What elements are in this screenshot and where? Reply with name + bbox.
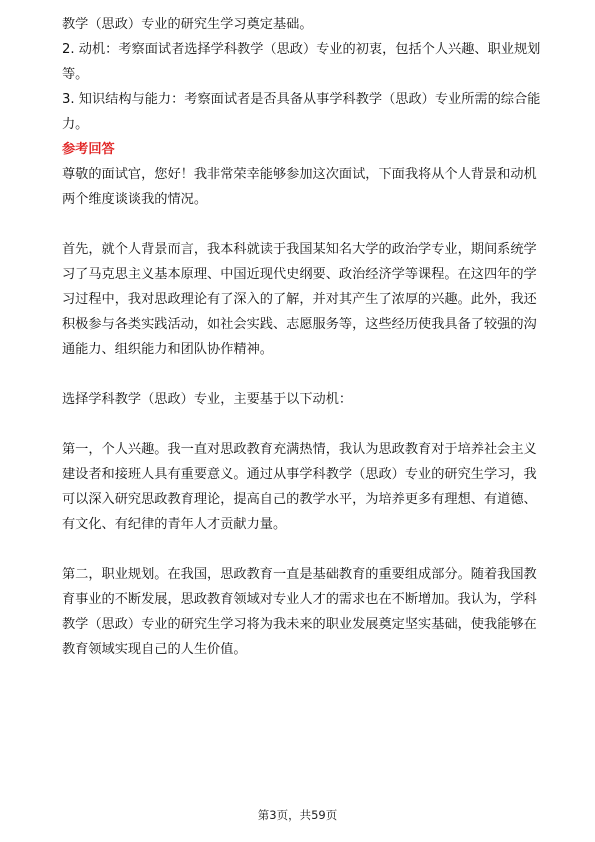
page-number-footer: 第3页，共59页 <box>257 808 338 822</box>
point-2-line: 等。 <box>62 67 89 82</box>
point-3-line: 3. 知识结构与能力：考察面试者是否具备从事学科教学（思政）专业所需的综合能 <box>62 92 541 107</box>
career-line: 教育领域实现自己的人生价值。 <box>62 642 247 657</box>
continued-text-line: 教学（思政）专业的研究生学习奠定基础。 <box>62 17 313 32</box>
background-line: 通能力、组织能力和团队协作精神。 <box>62 342 273 357</box>
paragraph-gap <box>62 362 540 387</box>
background-line: 习了马克思主义基本原理、中国近现代史纲要、政治经济学等课程。在这四年的学 <box>62 267 537 282</box>
paragraph-gap <box>62 412 540 437</box>
page-content <box>62 12 540 662</box>
career-line: 育事业的不断发展，思政教育领域对专业人才的需求也在不断增加。我认为，学科 <box>62 592 537 607</box>
interest-line: 有文化、有纪律的青年人才贡献力量。 <box>62 517 287 532</box>
greeting-line: 两个维度谈谈我的情况。 <box>62 192 208 207</box>
background-line: 积极参与各类实践活动，如社会实践、志愿服务等，这些经历使我具备了较强的沟 <box>62 317 537 332</box>
background-line: 首先，就个人背景而言，我本科就读于我国某知名大学的政治学专业，期间系统学 <box>62 242 537 257</box>
paragraph-gap <box>62 212 540 237</box>
motivation-intro-line: 选择学科教学（思政）专业，主要基于以下动机： <box>62 392 353 407</box>
interest-line: 建设者和接班人具有重要意义。通过从事学科教学（思政）专业的研究生学习，我 <box>62 467 537 482</box>
answer-heading: 参考回答 <box>62 142 115 157</box>
career-line: 教学（思政）专业的研究生学习将为我未来的职业发展奠定坚实基础，使我能够在 <box>62 617 537 632</box>
career-line: 第二，职业规划。在我国，思政教育一直是基础教育的重要组成部分。随着我国教 <box>62 567 537 582</box>
greeting-line: 尊敬的面试官，您好！我非常荣幸能够参加这次面试，下面我将从个人背景和动机 <box>62 167 537 182</box>
point-2-line: 2. 动机：考察面试者选择学科教学（思政）专业的初衷，包括个人兴趣、职业规划 <box>62 42 541 57</box>
interest-line: 第一，个人兴趣。我一直对思政教育充满热情，我认为思政教育对于培养社会主义 <box>62 442 537 457</box>
point-3-line: 力。 <box>62 117 89 132</box>
interest-line: 可以深入研究思政教育理论，提高自己的教学水平，为培养更多有理想、有道德、 <box>62 492 537 507</box>
paragraph-gap <box>62 537 540 562</box>
background-line: 习过程中，我对思政理论有了深入的了解，并对其产生了浓厚的兴趣。此外，我还 <box>62 292 537 307</box>
